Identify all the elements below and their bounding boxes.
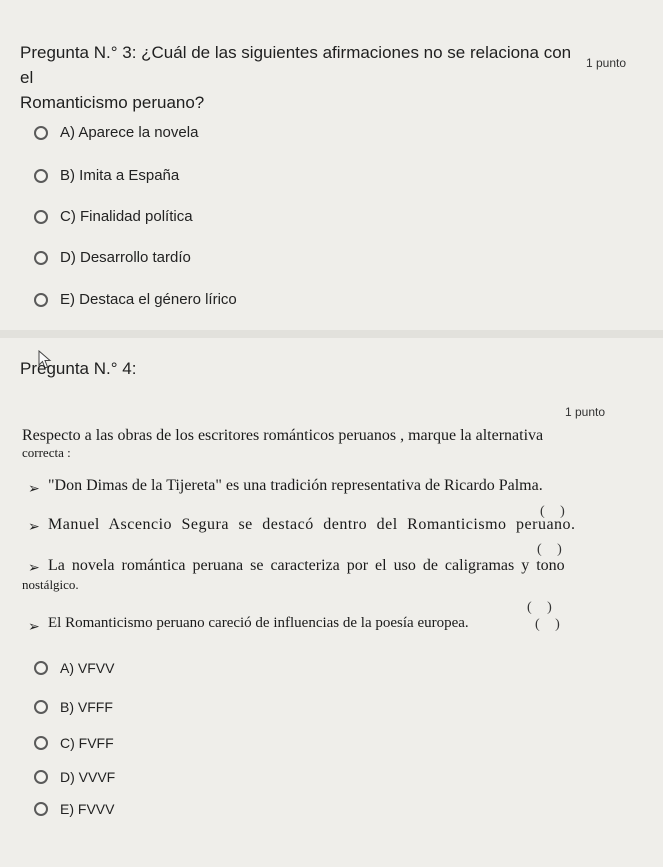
radio-icon[interactable]	[34, 169, 48, 183]
q3-option-b-label: B) Imita a España	[60, 167, 180, 184]
card-separator	[0, 330, 663, 338]
radio-icon[interactable]	[34, 251, 48, 265]
statement-4-blank: ( )	[535, 617, 566, 632]
q3-option-a[interactable]	[34, 124, 198, 141]
question-3-title	[20, 40, 580, 115]
statement-3-line2: nostálgico.	[22, 577, 79, 592]
radio-icon[interactable]	[34, 210, 48, 224]
q3-option-a-label: A) Aparece la novela	[60, 124, 199, 141]
q4-option-d-label: D) VVVF	[60, 769, 116, 785]
question-3-title-line1: Pregunta N.° 3: ¿Cuál de las siguientes afirmaciones no se relaciona con el	[20, 43, 572, 87]
radio-icon[interactable]	[34, 661, 48, 675]
q3-option-b[interactable]	[34, 167, 179, 184]
radio-icon[interactable]	[34, 802, 48, 816]
q3-option-c-label: C) Finalidad política	[60, 208, 193, 225]
q4-option-d[interactable]	[34, 769, 115, 785]
statement-2-blank: ( )	[537, 542, 568, 557]
arrow-bullet-icon: ➢	[28, 518, 40, 534]
radio-icon[interactable]	[34, 700, 48, 714]
statement-1-blank: ( )	[540, 504, 571, 519]
statement-2: Manuel Ascencio Segura se destacó dentro del Romanticismo peruano.	[48, 516, 576, 533]
q3-option-e[interactable]	[34, 291, 237, 308]
statement-3	[48, 557, 608, 575]
radio-icon[interactable]	[34, 126, 48, 140]
q4-option-b[interactable]	[34, 699, 113, 715]
statement-4: El Romanticismo peruano careció de influencias de la poesía europea.	[48, 615, 469, 631]
question-4-points: 1 punto	[565, 405, 606, 419]
question-4-title: Pregunta N.° 4:	[20, 359, 137, 378]
question-3-points: 1 punto	[586, 56, 627, 70]
statement-1: "Don Dimas de la Tijereta" es una tradición representativa de Ricardo Palma.	[48, 477, 543, 494]
q4-option-e-label: E) FVVV	[60, 801, 115, 817]
q4-option-a-label: A) VFVV	[60, 660, 115, 676]
q3-option-e-label: E) Destaca el género lírico	[60, 291, 237, 308]
question-4-prompt-line2: correcta :	[22, 445, 71, 460]
question-3-title-line2: Romanticismo peruano?	[20, 93, 205, 112]
q3-option-d-label: D) Desarrollo tardío	[60, 249, 191, 266]
statement-3-blank: ( )	[527, 600, 558, 615]
arrow-bullet-icon: ➢	[28, 559, 40, 575]
question-3-card	[0, 0, 663, 330]
question-4-prompt-line1: Respecto a las obras de los escritores románticos peruanos , marque la alternativa	[22, 427, 544, 444]
radio-icon[interactable]	[34, 736, 48, 750]
radio-icon[interactable]	[34, 770, 48, 784]
statement-3-line1: La novela romántica peruana se caracteriza por el uso de caligramas y tono	[48, 557, 565, 574]
arrow-bullet-icon: ➢	[28, 480, 40, 496]
radio-icon[interactable]	[34, 293, 48, 307]
q3-option-c[interactable]	[34, 208, 193, 225]
q3-option-d[interactable]	[34, 249, 191, 266]
q4-option-a[interactable]	[34, 660, 114, 676]
q4-option-e[interactable]	[34, 801, 114, 817]
question-4-prompt	[22, 426, 622, 461]
q4-option-c[interactable]	[34, 735, 114, 751]
question-4-card	[0, 338, 663, 867]
arrow-bullet-icon: ➢	[28, 618, 40, 634]
q4-option-b-label: B) VFFF	[60, 699, 113, 715]
q4-option-c-label: C) FVFF	[60, 735, 114, 751]
